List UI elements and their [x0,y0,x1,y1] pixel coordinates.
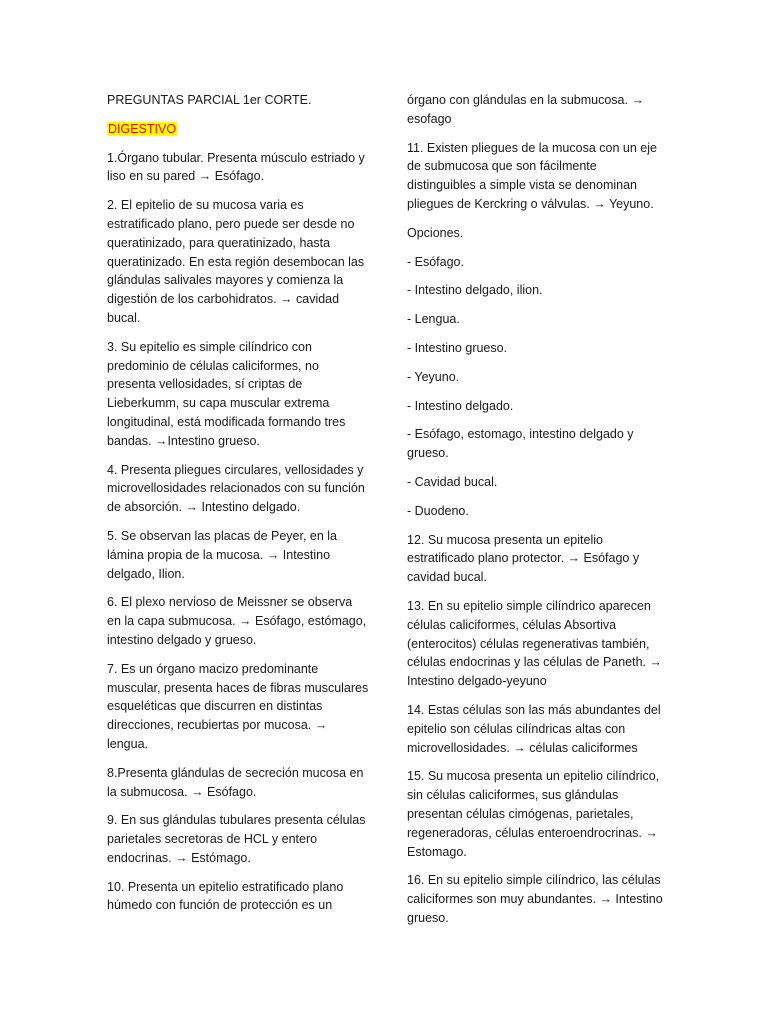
option-item: - Esófago. [407,254,464,269]
question-16: 16. En su epitelio simple cilíndrico, las células caliciformes son muy abundantes. → Intestino grueso. [407,873,663,925]
question-1: 1.Órgano tubular. Presenta músculo estriado y liso en su pared → Esófago. [107,150,365,184]
question-10-continued: órgano con glándulas en la submucosa. → esofago [407,93,644,126]
question-3: 3. Su epitelio es simple cilíndrico con predominio de células caliciformes, no presenta vellosidades, sí criptas de Lieberkumm, su capa muscular extrema longitudinal, está modificada formando tres bandas. →Intestino grueso. [107,339,346,448]
question-9: 9. En sus glándulas tubulares presenta células parietales secretoras de HCL y entero endocrinas. → Estómago. [107,813,366,865]
question-2: 2. El epitelio de su mucosa varia es estratificado plano, pero puede ser desde no queratinizado, para queratinizado, hasta queratinizado. En esta región desembocan las glándulas salivales mayores y comienza la digestión de los carbohidratos. → cavidad bucal. [107,198,365,325]
option-item: - Esófago, estomago, intestino delgado y grueso. [407,427,634,461]
option-item: - Lengua. [407,312,460,327]
question-5: 5. Se observan las placas de Peyer, en la lámina propia de la mucosa. → Intestino delgado, Ilion. [107,528,338,581]
question-7: 7. Es un órgano macizo predominante muscular, presenta haces de fibras musculares esqueléticas que discurren en distintas direcciones, recubiertas por mucosa. → lengua. [107,661,369,751]
question-8: 8.Presenta glándulas de secreción mucosa en la submucosa. → Esófago. [107,765,364,799]
question-12: 12. Su mucosa presenta un epitelio estratificado plano protector. → Esófago y cavidad bucal. [407,532,640,585]
question-10-start: 10. Presenta un epitelio estratificado plano húmedo con función de protección es un [107,879,344,913]
question-15: 15. Su mucosa presenta un epitelio cilíndrico, sin células caliciformes, sus glándulas presentan células cimógenas, parietales, regeneradoras, células enteroendrocrinas. → Estomago. [407,769,660,859]
question-4: 4. Presenta pliegues circulares, vellosidades y microvellosidades relacionados con su función de absorción. → Intestino delgado. [107,462,365,515]
options-label: Opciones. [407,225,464,240]
option-item: - Intestino delgado, ilion. [407,283,543,298]
left-column [107,91,369,925]
option-item: - Yeyuno. [407,369,460,384]
option-item: - Intestino delgado. [407,398,514,413]
section-highlight: DIGESTIVO [108,121,177,136]
option-item: - Cavidad bucal. [407,474,498,489]
question-11: 11. Existen pliegues de la mucosa con un eje de submucosa que son fácilmente distinguibles a simple vista se denominan pliegues de Kerckring o válvulas. → Yeyuno. [407,140,657,211]
right-column [407,91,665,938]
section-heading [107,120,369,139]
option-item: - Intestino grueso. [407,340,508,355]
option-item: - Duodeno. [407,503,469,518]
question-6: 6. El plexo nervioso de Meissner se observa en la capa submucosa. → Esófago, estómago, intestino delgado y grueso. [107,595,367,647]
question-13: 13. En su epitelio simple cilíndrico aparecen células caliciformes, células Absortiva (enterocitos) células regenerativas también, células endocrinas y las células de Paneth. → Intestino delgado-yeyuno [407,598,663,689]
question-14: 14. Estas células son las más abundantes del epitelio son células cilíndricas altas con microvellosidades. → células caliciformes [407,702,661,755]
document-title: PREGUNTAS PARCIAL 1er CORTE. [107,93,312,107]
